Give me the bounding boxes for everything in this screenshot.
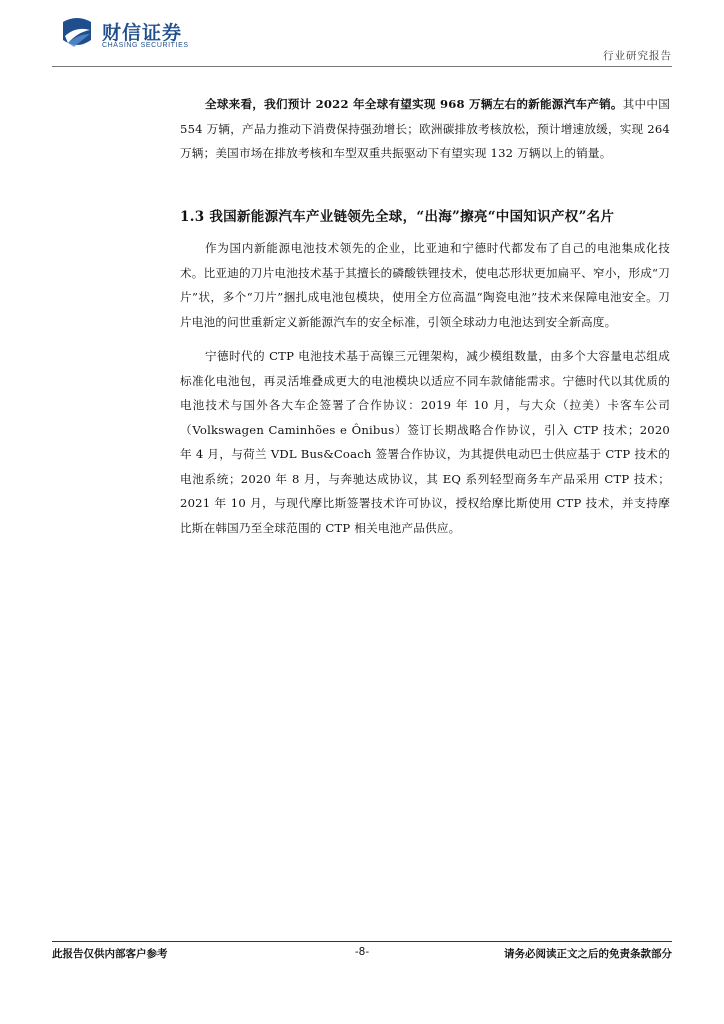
logo-mark-icon [60, 16, 94, 50]
paragraph-bold-lead: 全球来看，我们预计 2022 年全球有望实现 968 万辆左右的新能源汽车产销。 [205, 97, 623, 111]
page-header [0, 0, 724, 72]
section-heading: 1.3 我国新能源汽车产业链领先全球，“出海”擦亮“中国知识产权”名片 [180, 209, 615, 226]
header-divider [52, 66, 672, 67]
paragraph-global-outlook [180, 92, 670, 166]
footer-disclaimer-right: 请务必阅读正文之后的免责条款部分 [504, 948, 672, 960]
footer-divider [52, 941, 672, 942]
intro-section [180, 92, 670, 176]
page-footer [52, 946, 672, 962]
paragraph-byd-blade-battery: 作为国内新能源电池技术领先的企业，比亚迪和宁德时代都发布了自己的电池集成化技术。比亚迪的刀片电池技术基于其擅长的磷酸铁锂技术，使电芯形状更加扁平、窄小，形成“刀片”状，多个“刀片”捆扎成电池包模块，使用全方位高温“陶瓷电池”技术来保障电池安全。刀片电池的问世重新定义新能源汽车的安全标准，引领全球动力电池达到安全新高度。 [180, 241, 670, 329]
body-section [180, 236, 670, 550]
footer-disclaimer-left: 此报告仅供内部客户参考 [52, 948, 168, 960]
company-logo [60, 16, 190, 52]
report-type-label: 行业研究报告 [603, 50, 672, 62]
paragraph-body: 其中中国 554 万辆，产品力推动下消费保持强劲增长；欧洲碳排放考核放松，预计增速放缓，实现 264 万辆；美国市场在排放考核和车型双重共振驱动下有望实现 132 万辆以上的销量。 [180, 97, 670, 160]
paragraph-catl-ctp: 宁德时代的 CTP 电池技术基于高镍三元锂架构，减少模组数量，由多个大容量电芯组成标准化电池包，再灵活堆叠成更大的电池模块以适应不同车款储能需求。宁德时代以其优质的电池技术与国外各大车企签署了合作协议：2019 年 10 月，与大众（拉美）卡客车公司（Volkswagen Caminhões e Ônibus）签订长期战略合作协议，引入 CTP 技术；2020 年 4 月，与荷兰 VDL Bus&Coach 签署合作协议，为其提供电动巴士供应基于 CTP 技术的电池系统；2020 年 8 月，与奔驰达成协议，其 EQ 系列轻型商务车产品采用 CTP 技术；2021 年 10 月，与现代摩比斯签署技术许可协议，授权给摩比斯使用 CTP 技术，并支持摩比斯在韩国乃至全球范围的 CTP 相关电池产品供应。 [180, 349, 670, 535]
logo-text-cn: 财信证券 [102, 22, 183, 44]
logo-text-en: CHASING SECURITIES [102, 42, 189, 49]
page-number: -8- [354, 946, 370, 958]
